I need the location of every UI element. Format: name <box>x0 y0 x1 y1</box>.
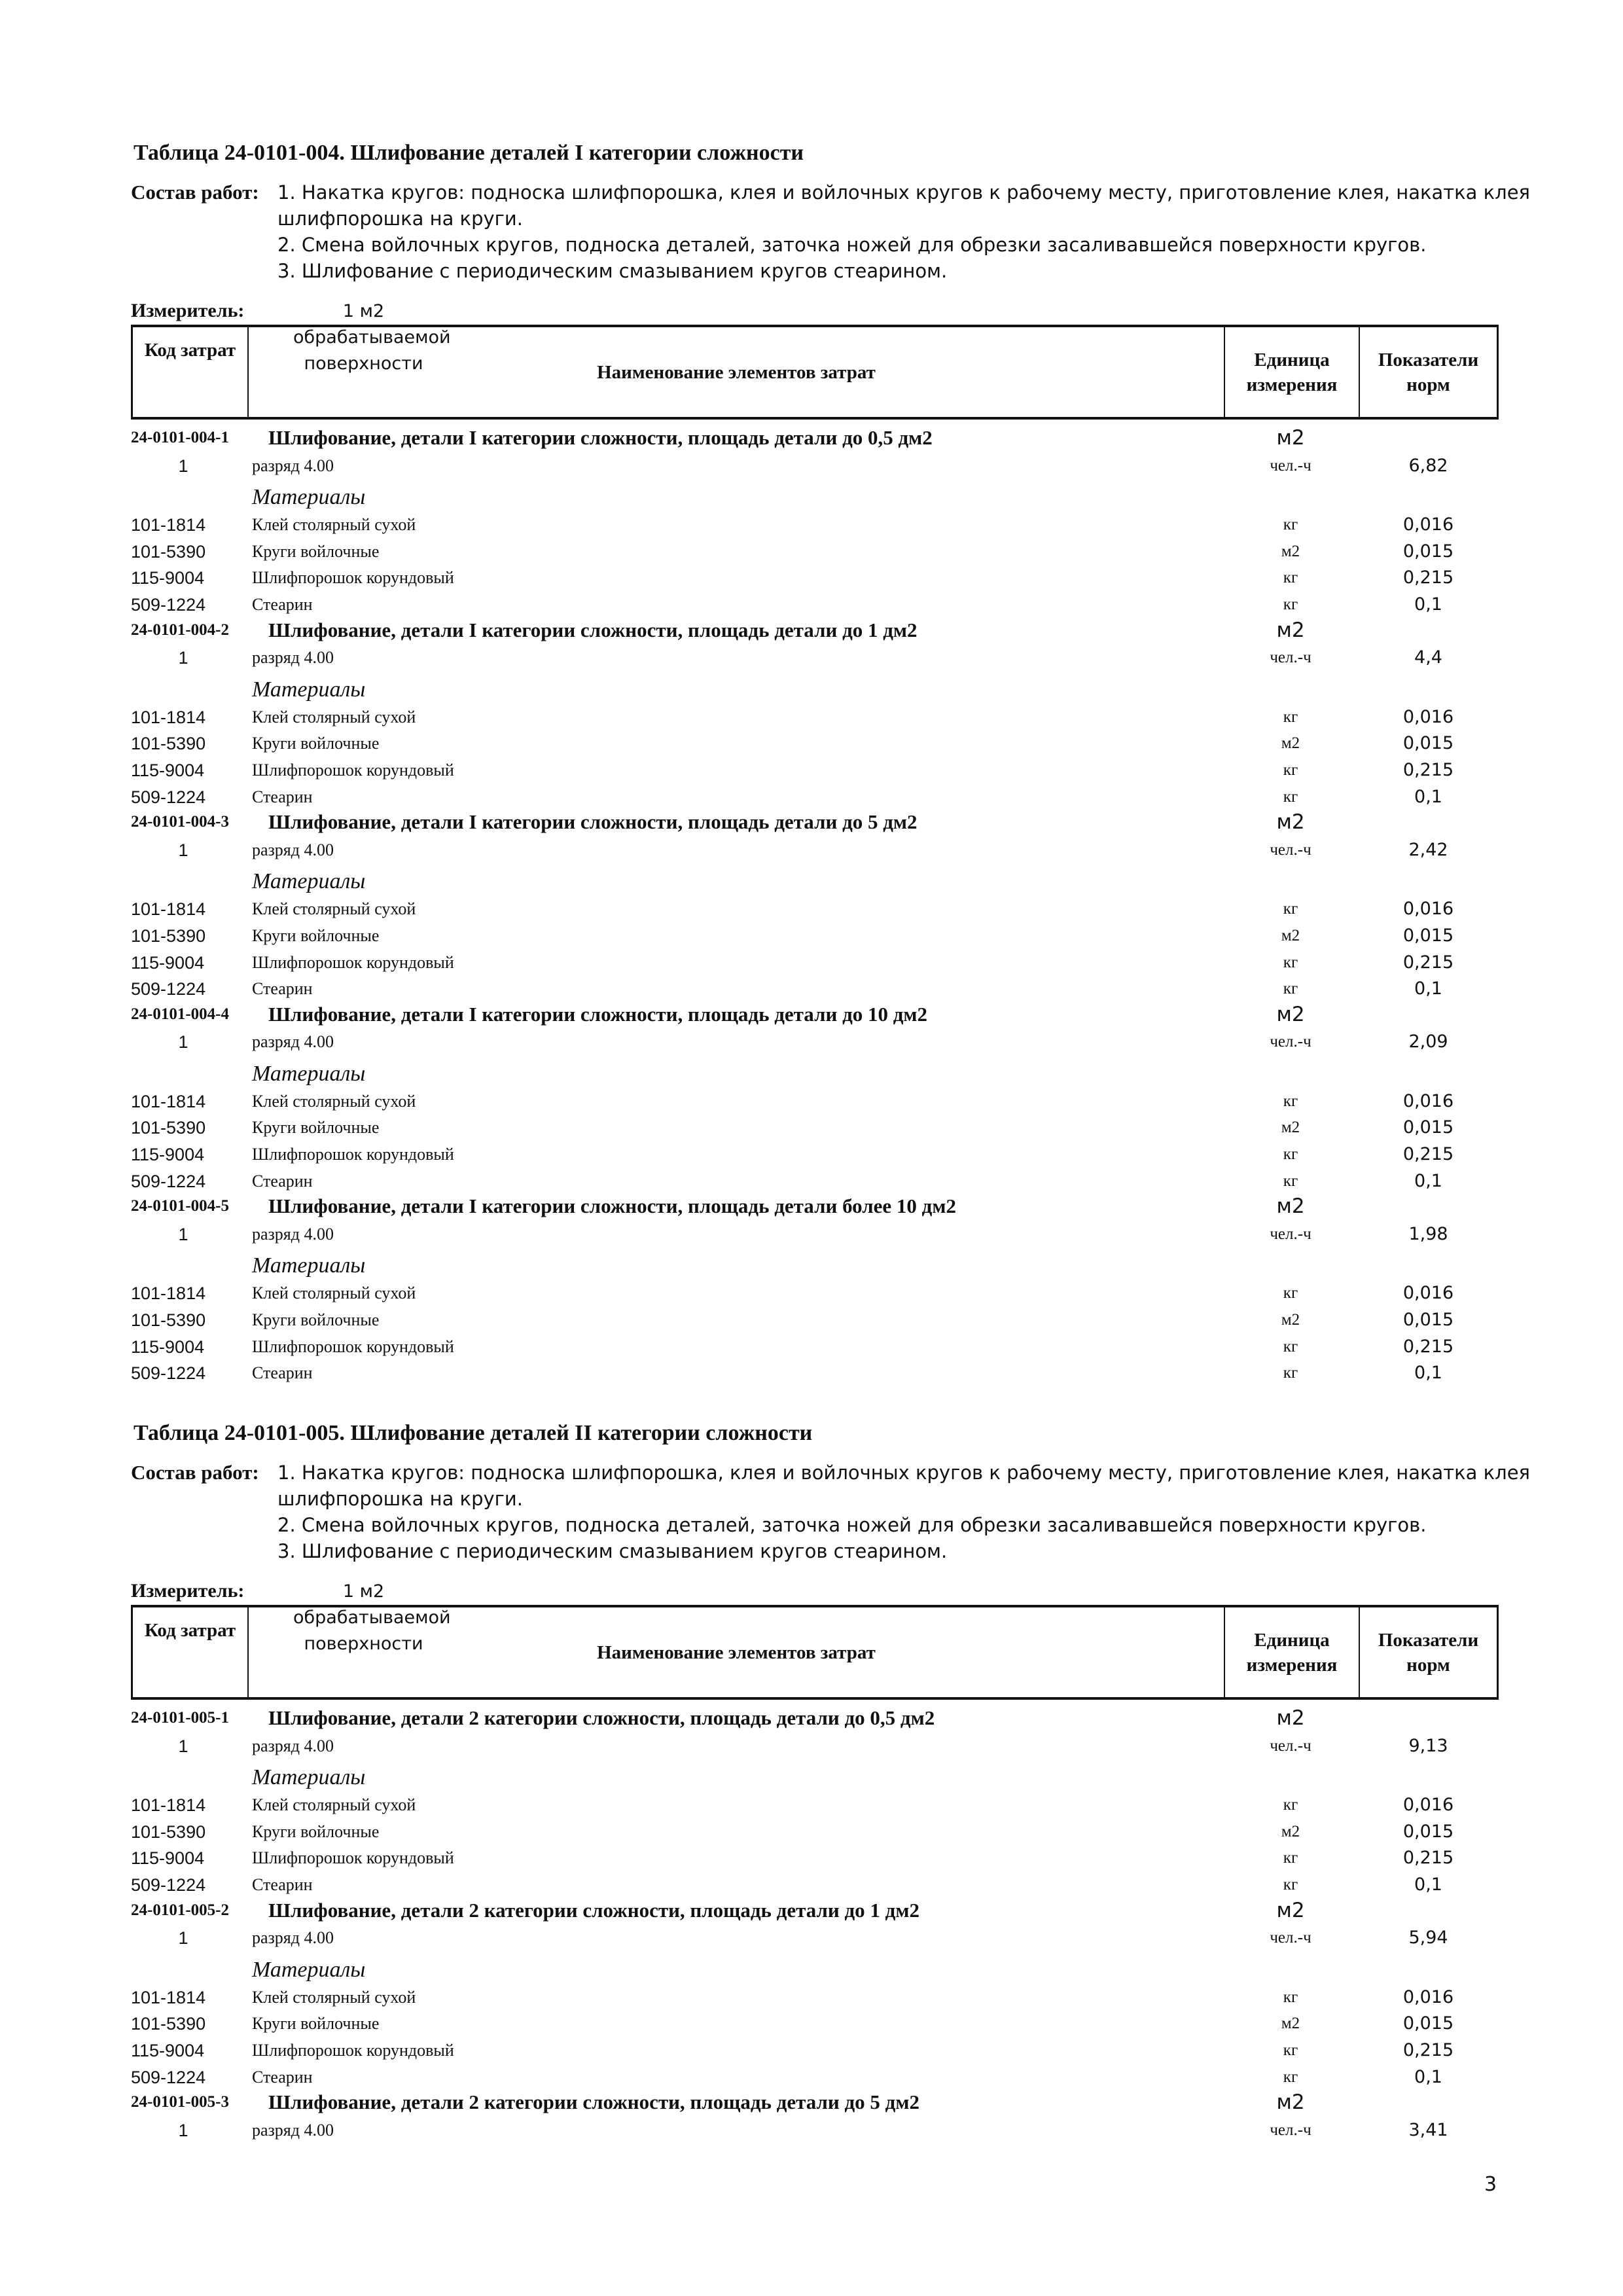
cell-name: Клей столярный сухой <box>252 1795 416 1815</box>
cell-unit: м2 <box>1281 2015 1300 2033</box>
task-row <box>131 1706 1499 1733</box>
table-row <box>131 1334 1499 1361</box>
cell-unit: кг <box>1283 1172 1298 1190</box>
cell-unit: чел.-ч <box>1270 1929 1311 1947</box>
cell-name: разряд 4.00 <box>252 840 334 859</box>
table-row <box>131 1872 1499 1899</box>
cell-value: 3,41 <box>1408 2119 1448 2140</box>
work-composition-line: шлифпорошка на круги. <box>277 207 523 230</box>
cell-code: 101-5390 <box>131 541 206 562</box>
work-composition-line: 1. Накатка кругов: подноска шлифпорошка, клея и войлочных кругов к рабочему месту, приготовление клея, накатка клея <box>277 1462 1530 1484</box>
cell-code: 1 <box>178 1736 188 1756</box>
cell-name: Круги войлочные <box>252 541 380 561</box>
cell-unit: м2 <box>1281 734 1300 753</box>
table-header <box>131 325 1499 420</box>
cell-name: Материалы <box>252 485 366 510</box>
table-row <box>131 1168 1499 1195</box>
cell-code: 101-1814 <box>131 1987 206 2007</box>
cell-value: 5,94 <box>1408 1928 1448 1948</box>
cell-name: Шлифпорошок корундовый <box>252 2040 454 2060</box>
table-row <box>131 592 1499 619</box>
cell-code: 24-0101-005-2 <box>131 1901 229 1919</box>
cell-unit: м2 <box>1276 2090 1305 2115</box>
table-row <box>131 2011 1499 2037</box>
cell-unit: кг <box>1283 787 1298 806</box>
cell-name: Шлифпорошок корундовый <box>252 760 454 780</box>
table-row <box>131 1792 1499 1819</box>
task-row <box>131 2090 1499 2117</box>
cell-code: 509-1224 <box>131 1363 206 1384</box>
header-norm: Показатели норм <box>1378 1629 1479 1676</box>
cell-code: 115-9004 <box>131 568 205 588</box>
cell-code: 101-5390 <box>131 1821 206 1842</box>
table-row <box>131 1280 1499 1307</box>
cell-unit: кг <box>1283 1875 1298 1893</box>
cell-name: Стеарин <box>252 787 313 806</box>
cell-name: Клей столярный сухой <box>252 1091 416 1111</box>
cell-unit: кг <box>1283 1284 1298 1302</box>
cell-value: 0,215 <box>1402 759 1454 780</box>
cell-unit: чел.-ч <box>1270 2121 1311 2139</box>
table-row <box>131 2037 1499 2064</box>
cell-value: 0,215 <box>1402 1336 1454 1357</box>
cell-value: 0,015 <box>1402 1821 1454 1842</box>
measure-unit-label: Измеритель: <box>131 300 245 321</box>
cell-code: 101-1814 <box>131 1795 206 1816</box>
cell-name: Круги войлочные <box>252 1118 380 1138</box>
cell-code: 115-9004 <box>131 1848 205 1869</box>
cell-value: 0,1 <box>1414 786 1442 807</box>
table-row <box>131 1845 1499 1872</box>
cell-name: Клей столярный сухой <box>252 899 416 919</box>
task-row <box>131 619 1499 645</box>
cell-code: 1 <box>178 1928 188 1948</box>
cell-code: 101-5390 <box>131 734 206 754</box>
materials-heading-row <box>131 1759 1499 1792</box>
cell-value: 6,82 <box>1408 455 1448 476</box>
cell-name: Шлифпорошок корундовый <box>252 1145 454 1164</box>
cell-value: 0,016 <box>1402 514 1454 535</box>
table-row <box>131 2117 1499 2144</box>
header-code: Код затрат <box>133 1607 249 1697</box>
work-composition-line: 1. Накатка кругов: подноска шлифпорошка, клея и войлочных кругов к рабочему месту, приготовление клея, накатка клея <box>277 181 1530 204</box>
cell-value: 0,015 <box>1402 541 1454 562</box>
work-composition-label: Состав работ: <box>131 1461 259 1484</box>
work-composition-line: 2. Смена войлочных кругов, подноска деталей, заточка ножей для обрезки засаливавшейся поверхности кругов. <box>277 1514 1427 1536</box>
cell-name: Клей столярный сухой <box>252 1987 416 2007</box>
table-body <box>131 1706 1499 2144</box>
cell-unit: чел.-ч <box>1270 1225 1311 1243</box>
cell-code: 24-0101-004-1 <box>131 429 229 446</box>
cell-code: 101-1814 <box>131 515 206 535</box>
cell-name: Шлифпорошок корундовый <box>252 1848 454 1868</box>
header-code: Код затрат <box>133 327 249 417</box>
cell-value: 0,015 <box>1402 733 1454 754</box>
cell-name: Круги войлочные <box>252 2014 380 2034</box>
cell-unit: кг <box>1283 900 1298 918</box>
cell-name: разряд 4.00 <box>252 1032 334 1052</box>
cell-name: Шлифпорошок корундовый <box>252 1336 454 1356</box>
table-row <box>131 645 1499 672</box>
table-row <box>131 757 1499 784</box>
table-row <box>131 453 1499 480</box>
cell-unit: м2 <box>1281 1119 1300 1137</box>
cell-name: Стеарин <box>252 1874 313 1894</box>
cell-code: 1 <box>178 840 188 860</box>
table-row <box>131 565 1499 592</box>
cell-unit: м2 <box>1276 1898 1305 1922</box>
cell-name: Шлифование, детали I категории сложности, площадь детали до 1 дм2 <box>268 618 918 641</box>
cell-name: Материалы <box>252 1253 366 1278</box>
table-row <box>131 1360 1499 1387</box>
cell-value: 0,215 <box>1402 1848 1454 1869</box>
cell-value: 0,1 <box>1414 594 1442 615</box>
cell-value: 0,015 <box>1402 1117 1454 1138</box>
table-row <box>131 976 1499 1003</box>
cell-value: 9,13 <box>1408 1735 1448 1756</box>
cell-code: 1 <box>178 648 188 668</box>
cell-unit: чел.-ч <box>1270 1736 1311 1755</box>
cell-code: 101-5390 <box>131 1118 206 1138</box>
cell-unit: м2 <box>1276 618 1305 642</box>
table-row <box>131 704 1499 731</box>
cell-unit: кг <box>1283 1145 1298 1164</box>
cell-unit: кг <box>1283 1092 1298 1110</box>
table-row <box>131 1221 1499 1248</box>
cell-name: разряд 4.00 <box>252 456 334 475</box>
cell-value: 0,016 <box>1402 706 1454 727</box>
cell-unit: чел.-ч <box>1270 456 1311 475</box>
cell-value: 0,1 <box>1414 2066 1442 2087</box>
task-row <box>131 426 1499 453</box>
cell-code: 1 <box>178 2120 188 2140</box>
cell-code: 24-0101-005-1 <box>131 1709 229 1727</box>
cell-code: 24-0101-005-3 <box>131 2093 229 2111</box>
cell-name: Шлифование, детали I категории сложности, площадь детали до 5 дм2 <box>268 810 918 834</box>
cell-value: 4,4 <box>1414 647 1442 668</box>
materials-heading-row <box>131 1952 1499 1984</box>
cell-value: 0,1 <box>1414 1170 1442 1191</box>
cell-name: разряд 4.00 <box>252 1736 334 1755</box>
cell-unit: м2 <box>1276 810 1305 834</box>
cell-unit: м2 <box>1276 1002 1305 1026</box>
cell-unit: кг <box>1283 1849 1298 1867</box>
cell-name: Клей столярный сухой <box>252 1283 416 1303</box>
cell-unit: кг <box>1283 1364 1298 1382</box>
table-row <box>131 923 1499 950</box>
cell-code: 1 <box>178 456 188 476</box>
table-section-005 <box>131 1419 1530 2144</box>
cell-code: 101-1814 <box>131 1283 206 1304</box>
cell-code: 115-9004 <box>131 1336 205 1357</box>
cell-unit: м2 <box>1281 1822 1300 1840</box>
cell-code: 509-1224 <box>131 1874 206 1895</box>
cell-code: 1 <box>178 1032 188 1052</box>
cell-unit: кг <box>1283 569 1298 587</box>
cell-name: разряд 4.00 <box>252 2120 334 2140</box>
materials-heading-row <box>131 863 1499 896</box>
cell-unit: м2 <box>1281 542 1300 560</box>
cell-code: 115-9004 <box>131 1145 205 1165</box>
cell-value: 0,1 <box>1414 978 1442 999</box>
work-composition-label: Состав работ: <box>131 181 259 204</box>
table-row <box>131 896 1499 923</box>
cell-value: 0,215 <box>1402 1144 1454 1165</box>
measure-unit-value: 1 м2 обрабатываемой поверхности <box>293 301 451 374</box>
cell-name: Шлифование, детали I категории сложности, площадь детали до 0,5 дм2 <box>268 426 933 449</box>
materials-heading-row <box>131 479 1499 512</box>
cell-unit: кг <box>1283 516 1298 534</box>
cell-name: Стеарин <box>252 1171 313 1191</box>
table-row <box>131 1733 1499 1760</box>
table-row <box>131 1984 1499 2011</box>
table-row <box>131 512 1499 539</box>
cell-name: Шлифование, детали 2 категории сложности, площадь детали до 1 дм2 <box>268 1898 919 1922</box>
cell-code: 24-0101-004-5 <box>131 1197 229 1215</box>
materials-heading-row <box>131 672 1499 704</box>
cell-name: Материалы <box>252 1061 366 1086</box>
cell-value: 0,016 <box>1402 899 1454 920</box>
cell-unit: кг <box>1283 708 1298 726</box>
cell-value: 0,016 <box>1402 1795 1454 1816</box>
cell-code: 101-5390 <box>131 1310 206 1331</box>
cell-unit: чел.-ч <box>1270 1033 1311 1051</box>
cell-name: Стеарин <box>252 2067 313 2087</box>
cell-unit: кг <box>1283 761 1298 779</box>
cell-value: 0,215 <box>1402 2039 1454 2060</box>
cell-code: 509-1224 <box>131 594 206 615</box>
materials-heading-row <box>131 1247 1499 1280</box>
cell-unit: кг <box>1283 2068 1298 2086</box>
table-row <box>131 730 1499 757</box>
cell-name: Круги войлочные <box>252 734 380 753</box>
cell-code: 509-1224 <box>131 787 206 807</box>
work-composition <box>131 179 1530 295</box>
cell-code: 509-1224 <box>131 979 206 999</box>
cell-name: Шлифование, детали I категории сложности, площадь детали до 10 дм2 <box>268 1002 928 1026</box>
cell-value: 0,1 <box>1414 1363 1442 1384</box>
cell-code: 101-1814 <box>131 1091 206 1111</box>
task-row <box>131 1194 1499 1221</box>
table-row <box>131 784 1499 811</box>
cell-unit: м2 <box>1281 1311 1300 1329</box>
cell-code: 101-5390 <box>131 2014 206 2034</box>
cell-code: 24-0101-004-2 <box>131 620 229 639</box>
work-composition-line: 3. Шлифование с периодическим смазыванием кругов стеарином. <box>277 260 948 282</box>
cell-name: Шлифование, детали I категории сложности, площадь детали более 10 дм2 <box>268 1194 956 1218</box>
cell-unit: м2 <box>1276 1706 1305 1730</box>
cell-unit: кг <box>1283 953 1298 971</box>
header-norm: Показатели норм <box>1378 349 1479 395</box>
table-row <box>131 2064 1499 2091</box>
work-composition-items <box>277 1460 1530 1564</box>
cell-name: Круги войлочные <box>252 925 380 945</box>
table-row <box>131 950 1499 977</box>
cell-unit: м2 <box>1281 926 1300 944</box>
table-title: Таблица 24-0101-005. Шлифование деталей II категории сложности <box>134 1421 813 1445</box>
cell-name: Материалы <box>252 1765 366 1790</box>
cell-code: 115-9004 <box>131 952 205 973</box>
header-name: Наименование элементов затрат <box>249 327 1225 417</box>
cell-unit: м2 <box>1276 426 1305 450</box>
cell-value: 0,215 <box>1402 567 1454 588</box>
header-unit: Единица измерения <box>1225 327 1360 417</box>
cell-code: 509-1224 <box>131 2067 206 2087</box>
table-row <box>131 1925 1499 1952</box>
cell-code: 101-1814 <box>131 899 206 920</box>
table-row <box>131 1029 1499 1056</box>
cell-value: 0,015 <box>1402 925 1454 946</box>
table-row <box>131 1819 1499 1846</box>
table-row <box>131 837 1499 864</box>
table-header <box>131 1605 1499 1700</box>
cell-name: Материалы <box>252 869 366 894</box>
task-row <box>131 1003 1499 1030</box>
cell-code: 1 <box>178 1224 188 1244</box>
cell-value: 0,016 <box>1402 1986 1454 2007</box>
table-row <box>131 1307 1499 1334</box>
table-title: Таблица 24-0101-004. Шлифование деталей I категории сложности <box>134 141 804 165</box>
cell-value: 0,215 <box>1402 952 1454 973</box>
cell-value: 0,016 <box>1402 1090 1454 1111</box>
table-section-004 <box>131 139 1530 1387</box>
work-composition <box>131 1460 1530 1575</box>
cell-value: 0,015 <box>1402 1310 1454 1331</box>
table-body <box>131 426 1499 1387</box>
cell-name: разряд 4.00 <box>252 1224 334 1244</box>
table-row <box>131 1141 1499 1168</box>
cell-code: 115-9004 <box>131 2040 205 2060</box>
work-composition-line: 2. Смена войлочных кругов, подноска деталей, заточка ножей для обрезки засаливавшейся поверхности кругов. <box>277 234 1427 256</box>
cell-unit: чел.-ч <box>1270 840 1311 859</box>
work-composition-items <box>277 179 1530 284</box>
cell-value: 0,016 <box>1402 1283 1454 1304</box>
work-composition-line: шлифпорошка на круги. <box>277 1488 523 1510</box>
measure-unit-value: 1 м2 обрабатываемой поверхности <box>293 1581 451 1654</box>
cell-name: Шлифование, детали 2 категории сложности, площадь детали до 5 дм2 <box>268 2090 919 2114</box>
cell-value: 0,1 <box>1414 1874 1442 1895</box>
cell-unit: чел.-ч <box>1270 649 1311 667</box>
cell-unit: кг <box>1283 1337 1298 1355</box>
cell-name: Материалы <box>252 677 366 702</box>
cell-unit: м2 <box>1276 1194 1305 1219</box>
task-row <box>131 1899 1499 1926</box>
cell-name: Стеарин <box>252 1363 313 1383</box>
cell-name: Клей столярный сухой <box>252 707 416 726</box>
table-row <box>131 1088 1499 1115</box>
cell-unit: кг <box>1283 595 1298 613</box>
cell-unit: кг <box>1283 980 1298 998</box>
cell-value: 1,98 <box>1408 1223 1448 1244</box>
page-number: 3 <box>1484 2173 1497 2196</box>
cell-code: 24-0101-004-3 <box>131 813 229 831</box>
cell-code: 509-1224 <box>131 1171 206 1191</box>
header-unit: Единица измерения <box>1225 1607 1360 1697</box>
cell-name: Шлифпорошок корундовый <box>252 952 454 972</box>
cell-unit: кг <box>1283 1796 1298 1814</box>
measure-unit-label: Измеритель: <box>131 1580 245 1602</box>
cell-name: Шлифпорошок корундовый <box>252 568 454 588</box>
cell-name: Круги войлочные <box>252 1821 380 1841</box>
materials-heading-row <box>131 1056 1499 1088</box>
cell-name: Стеарин <box>252 594 313 614</box>
cell-name: Шлифование, детали 2 категории сложности, площадь детали до 0,5 дм2 <box>268 1706 935 1729</box>
cell-name: Материалы <box>252 1957 366 1982</box>
cell-unit: кг <box>1283 2041 1298 2059</box>
cell-code: 101-5390 <box>131 925 206 946</box>
table-row <box>131 539 1499 565</box>
cell-name: разряд 4.00 <box>252 648 334 668</box>
cell-code: 115-9004 <box>131 760 205 780</box>
cell-name: Стеарин <box>252 979 313 999</box>
cell-value: 2,09 <box>1408 1031 1448 1052</box>
cell-value: 2,42 <box>1408 839 1448 860</box>
cell-name: Клей столярный сухой <box>252 515 416 535</box>
cell-value: 0,015 <box>1402 2013 1454 2034</box>
cell-name: Круги войлочные <box>252 1310 380 1330</box>
cell-name: разряд 4.00 <box>252 1928 334 1948</box>
cell-code: 24-0101-004-4 <box>131 1005 229 1023</box>
cell-unit: кг <box>1283 1988 1298 2006</box>
cell-code: 101-1814 <box>131 707 206 727</box>
work-composition-line: 3. Шлифование с периодическим смазыванием кругов стеарином. <box>277 1540 948 1562</box>
task-row <box>131 810 1499 837</box>
header-name: Наименование элементов затрат <box>249 1607 1225 1697</box>
table-row <box>131 1115 1499 1141</box>
